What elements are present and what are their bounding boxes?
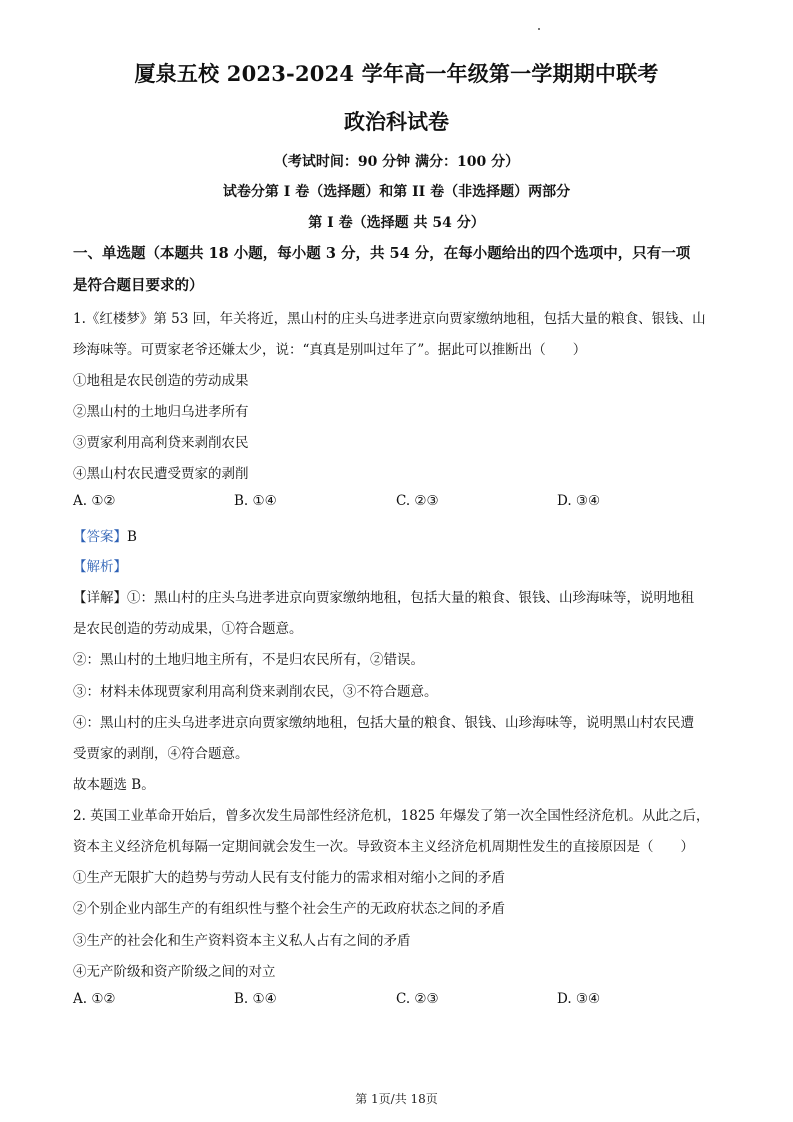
detail-text-1: ①：黑山村的庄头乌进孝进京向贾家缴纳地租，包括大量的粮食、银钱、山珍海味等，说明地租 [127, 590, 694, 606]
q1-detail-line6: 受贾家的剥削，④符合题意。 [73, 746, 249, 762]
q1-option-c: C. ②③ [396, 493, 439, 509]
exam-subtitle: 政治科试卷 [344, 109, 449, 134]
q2-option-c: C. ②③ [396, 991, 439, 1007]
q2-statement-2: ②个别企业内部生产的有组织性与整个社会生产的无政府状态之间的矛盾 [73, 901, 505, 917]
q2-statement-1: ①生产无限扩大的趋势与劳动人民有支付能力的需求相对缩小之间的矛盾 [73, 870, 505, 886]
q2-option-a: A. ①② [73, 991, 116, 1007]
q2-statement-3: ③生产的社会化和生产资料资本主义私人占有之间的矛盾 [73, 933, 411, 949]
scan-speck [538, 28, 540, 30]
answer-label: 【答案】 [73, 529, 127, 545]
q1-statement-1: ①地租是农民创造的劳动成果 [73, 373, 249, 389]
q2-statement-4: ④无产阶级和资产阶级之间的对立 [73, 964, 276, 980]
q1-stem-line1: 1.《红楼梦》第 53 回，年关将近，黑山村的庄头乌进孝进京向贾家缴纳地租，包括大量的粮食、银钱、山 [73, 311, 706, 327]
q1-answer [73, 525, 137, 545]
q1-statement-3: ③贾家利用高利贷来剥削农民 [73, 435, 249, 451]
section-heading-line2: 是符合题目要求的） [73, 277, 204, 294]
exam-info: （考试时间：90 分钟 满分：100 分） [273, 154, 520, 170]
q1-stem-line2: 珍海味等。可贾家老爷还嫌太少，说：“真真是别叫过年了”。据此可以推断出（ ） [73, 342, 587, 358]
q1-detail-line5: ④：黑山村的庄头乌进孝进京向贾家缴纳地租，包括大量的粮食、银钱、山珍海味等，说明黑山村农民遭 [73, 715, 694, 731]
paper-parts: 试卷分第 I 卷（选择题）和第 II 卷（非选择题）两部分 [222, 184, 571, 200]
answer-value: B [127, 529, 137, 545]
q1-option-b: B. ①④ [234, 493, 277, 509]
q1-option-d: D. ③④ [557, 493, 601, 509]
section-heading-line1: 一、单选题（本题共 18 小题，每小题 3 分，共 54 分，在每小题给出的四个选项中，只有一项 [73, 245, 691, 262]
q2-option-b: B. ①④ [234, 991, 277, 1007]
q1-detail-line2: 是农民创造的劳动成果，①符合题意。 [73, 621, 303, 637]
q1-analysis-label [73, 555, 127, 575]
part1-heading: 第 I 卷（选择题 共 54 分） [308, 215, 485, 231]
q2-stem-line1: 2. 英国工业革命开始后，曾多次发生局部性经济危机，1825 年爆发了第一次全国性经济危机。从此之后， [73, 808, 710, 824]
q2-stem-line2: 资本主义经济危机每隔一定期间就会发生一次。导致资本主义经济危机周期性发生的直接原因是（ ） [73, 839, 694, 855]
q2-option-d: D. ③④ [557, 991, 601, 1007]
analysis-label: 【解析】 [73, 559, 127, 575]
q1-option-a: A. ①② [73, 493, 116, 509]
q1-statement-4: ④黑山村农民遭受贾家的剥削 [73, 466, 249, 482]
exam-title: 厦泉五校 2023-2024 学年高一年级第一学期期中联考 [134, 61, 659, 86]
q1-detail-line1 [73, 586, 694, 606]
q1-conclusion: 故本题选 B。 [73, 777, 155, 793]
q1-statement-2: ②黑山村的土地归乌进孝所有 [73, 404, 249, 420]
q1-detail-line4: ③：材料未体现贾家利用高利贷来剥削农民，③不符合题意。 [73, 684, 438, 700]
detail-label: 【详解】 [73, 590, 127, 606]
q1-detail-line3: ②：黑山村的土地归地主所有，不是归农民所有，②错误。 [73, 652, 424, 668]
page-number: 第 1页/共 18页 [355, 1092, 438, 1106]
